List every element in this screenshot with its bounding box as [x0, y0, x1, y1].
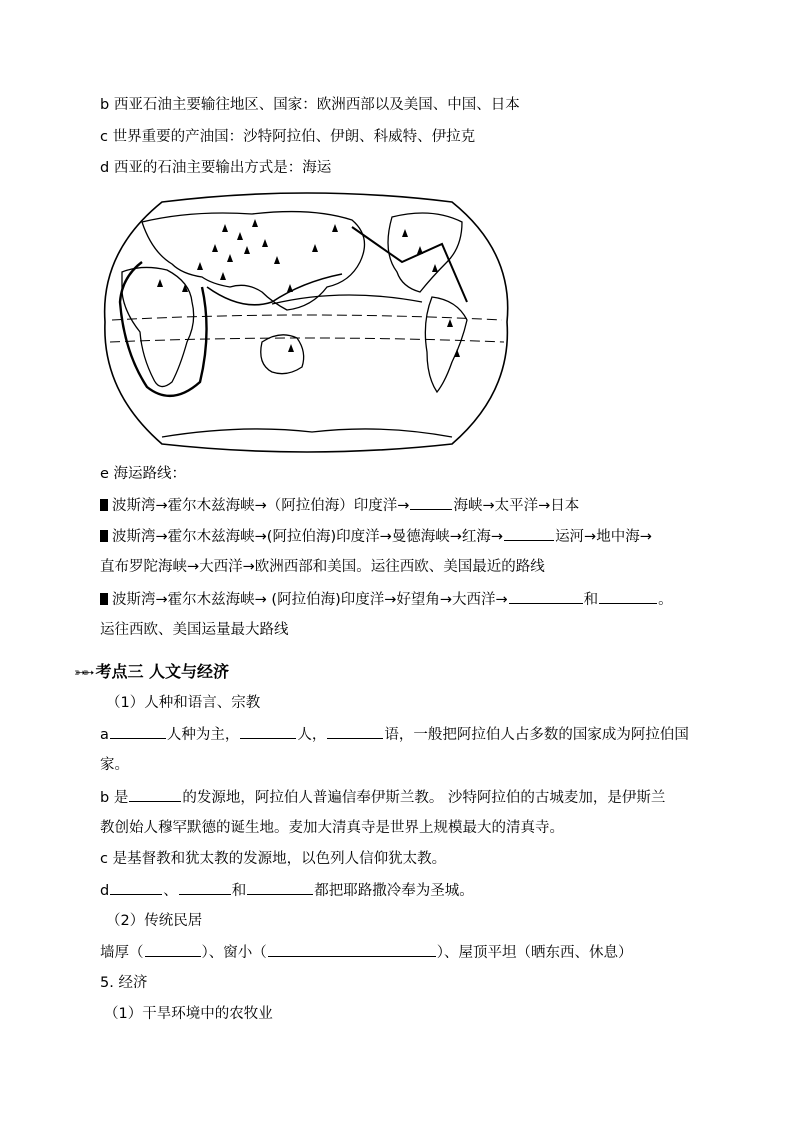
route-2: 波斯湾→霍尔木兹海峡→(阿拉伯海)印度洋→曼德海峡→红海→ 运河→地中海→ — [100, 526, 652, 547]
blank-religion-1[interactable] — [110, 880, 162, 895]
item-c: c 世界重要的产油国：沙特阿拉伯、伊朗、科威特、伊拉克 — [100, 129, 476, 145]
blank-religion-2[interactable] — [179, 880, 231, 895]
route-1: 波斯湾→霍尔木兹海峡→（阿拉伯海）印度洋→ 海峡→太平洋→日本 — [100, 495, 579, 516]
subheading-agriculture: （1）干旱环境中的农牧业 — [104, 1006, 273, 1022]
blank-destination-2[interactable] — [599, 589, 657, 604]
item-c-religion: c 是基督教和犹太教的发源地，以色列人信仰犹太教。 — [100, 851, 447, 867]
blank-race[interactable] — [110, 724, 166, 739]
route-3: 波斯湾→霍尔木兹海峡→ (阿拉伯海)印度洋→好望角→大西洋→ 和 。 — [100, 589, 673, 610]
item-b: b 西亚石油主要输往地区、国家：欧洲西部以及美国、中国、日本 — [100, 97, 520, 113]
section-heading: ➳➳ 考点三 人文与经济 — [74, 662, 230, 681]
routes-title: e 海运路线： — [100, 466, 187, 482]
arrow-bullet-icon: ➳➳ — [74, 665, 92, 681]
subheading-race-language: （1）人种和语言、宗教 — [106, 695, 261, 711]
blank-origin[interactable] — [129, 787, 181, 802]
blank-religion-3[interactable] — [247, 880, 313, 895]
route-2-cont: 直布罗陀海峡→大西洋→欧洲西部和美国。运往西欧、美国最近的路线 — [100, 559, 545, 575]
blank-wall-reason[interactable] — [145, 942, 201, 957]
item-b-religion-line2: 教创始人穆罕默德的诞生地。麦加大清真寺是世界上规模最大的清真寺。 — [100, 820, 564, 836]
subheading-dwelling: （2）传统民居 — [106, 913, 203, 929]
blank-canal[interactable] — [504, 526, 554, 541]
section-economy: 5. 经济 — [100, 975, 148, 991]
route-3-cont: 运往西欧、美国运量最大路线 — [100, 622, 289, 638]
blank-window-reason[interactable] — [268, 942, 436, 957]
square-bullet-icon — [100, 499, 108, 511]
oil-route-world-map — [102, 192, 512, 454]
blank-destination-1[interactable] — [509, 589, 583, 604]
item-b-religion-line1: b 是 的发源地，阿拉伯人普遍信奉伊斯兰教。 沙特阿拉伯的古城麦加，是伊斯兰 — [100, 787, 665, 808]
blank-language[interactable] — [327, 724, 383, 739]
item-d: d 西亚的石油主要输出方式是：海运 — [100, 160, 332, 176]
square-bullet-icon — [100, 593, 108, 605]
item-a-line2: 家。 — [100, 757, 129, 773]
dwelling-line: 墙厚（ ）、窗小（ ）、屋顶平坦（晒东西、休息） — [100, 942, 633, 963]
blank-strait-1[interactable] — [410, 495, 452, 510]
blank-people[interactable] — [240, 724, 296, 739]
square-bullet-icon — [100, 530, 108, 542]
item-d-religion: d 、 和 都把耶路撒冷奉为圣城。 — [100, 880, 474, 901]
item-a-line1: a 人种为主， 人， 语，一般把阿拉伯人占多数的国家成为阿拉伯国 — [100, 724, 689, 745]
